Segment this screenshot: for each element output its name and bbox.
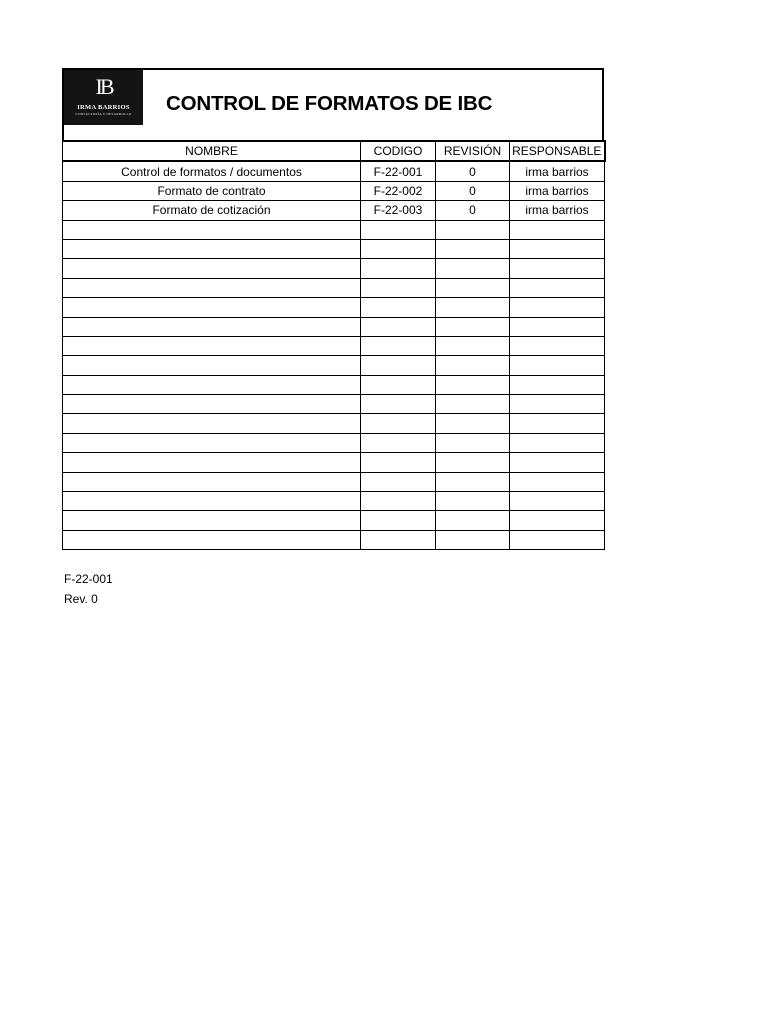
cell-responsable: irma barrios (510, 161, 605, 181)
cell-responsable (510, 336, 605, 355)
cell-nombre (63, 511, 361, 530)
cell-nombre (63, 220, 361, 239)
cell-nombre (63, 414, 361, 433)
cell-revision (436, 492, 510, 511)
column-header-nombre: NOMBRE (63, 141, 361, 161)
table-row (63, 530, 605, 549)
cell-nombre (63, 336, 361, 355)
cell-nombre: Control de formatos / documentos (63, 161, 361, 181)
cell-responsable (510, 239, 605, 258)
cell-nombre (63, 395, 361, 414)
cell-nombre: Formato de contrato (63, 181, 361, 200)
cell-responsable (510, 414, 605, 433)
cell-nombre: Formato de cotización (63, 201, 361, 220)
format-control-sheet (62, 68, 604, 550)
cell-revision: 0 (436, 201, 510, 220)
cell-nombre (63, 433, 361, 452)
table-row (63, 511, 605, 530)
cell-nombre (63, 453, 361, 472)
cell-responsable (510, 375, 605, 394)
cell-nombre (63, 492, 361, 511)
cell-codigo (361, 298, 436, 317)
cell-revision: 0 (436, 181, 510, 200)
cell-revision (436, 453, 510, 472)
table-row (63, 433, 605, 452)
cell-codigo (361, 530, 436, 549)
cell-revision (436, 414, 510, 433)
table-row (63, 317, 605, 336)
table-row (63, 278, 605, 297)
cell-revision (436, 511, 510, 530)
table-row (63, 298, 605, 317)
column-header-codigo: CODIGO (361, 141, 436, 161)
cell-revision (436, 395, 510, 414)
cell-responsable (510, 433, 605, 452)
cell-codigo (361, 375, 436, 394)
cell-codigo (361, 259, 436, 278)
cell-codigo: F-22-003 (361, 201, 436, 220)
company-logo (64, 70, 143, 125)
cell-revision (436, 356, 510, 375)
cell-responsable (510, 492, 605, 511)
cell-responsable (510, 356, 605, 375)
cell-revision (436, 259, 510, 278)
cell-nombre (63, 278, 361, 297)
cell-codigo (361, 220, 436, 239)
table-row (63, 259, 605, 278)
cell-codigo: F-22-002 (361, 181, 436, 200)
cell-nombre (63, 298, 361, 317)
table-row (63, 356, 605, 375)
table-row (63, 239, 605, 258)
table-row (63, 220, 605, 239)
cell-revision (436, 220, 510, 239)
table-row (63, 414, 605, 433)
cell-revision (436, 336, 510, 355)
table-row (63, 395, 605, 414)
table-row (63, 375, 605, 394)
document-footer (64, 570, 113, 609)
column-header-responsable: RESPONSABLE (510, 141, 605, 161)
cell-responsable: irma barrios (510, 181, 605, 200)
cell-nombre (63, 239, 361, 258)
cell-responsable (510, 530, 605, 549)
cell-nombre (63, 317, 361, 336)
table-row (63, 201, 605, 220)
cell-responsable (510, 395, 605, 414)
table-row (63, 472, 605, 491)
cell-revision (436, 317, 510, 336)
cell-codigo (361, 278, 436, 297)
table-row (63, 453, 605, 472)
cell-revision (436, 433, 510, 452)
cell-nombre (63, 356, 361, 375)
cell-revision (436, 298, 510, 317)
cell-codigo (361, 317, 436, 336)
cell-codigo (361, 472, 436, 491)
cell-codigo (361, 453, 436, 472)
sheet-header (62, 68, 604, 140)
cell-nombre (63, 472, 361, 491)
cell-revision (436, 278, 510, 297)
footer-revision: Rev. 0 (64, 591, 98, 606)
cell-responsable (510, 259, 605, 278)
cell-codigo (361, 356, 436, 375)
table-row (63, 492, 605, 511)
cell-revision (436, 530, 510, 549)
cell-revision (436, 375, 510, 394)
cell-responsable (510, 453, 605, 472)
cell-responsable (510, 298, 605, 317)
cell-codigo (361, 492, 436, 511)
cell-responsable (510, 317, 605, 336)
cell-responsable (510, 472, 605, 491)
cell-revision: 0 (436, 161, 510, 181)
document-title: CONTROL DE FORMATOS DE IBC (166, 92, 493, 115)
cell-nombre (63, 375, 361, 394)
table-row (63, 181, 605, 200)
formats-table (62, 140, 606, 550)
cell-revision (436, 472, 510, 491)
cell-codigo (361, 414, 436, 433)
cell-responsable (510, 220, 605, 239)
cell-codigo (361, 433, 436, 452)
cell-codigo (361, 239, 436, 258)
cell-codigo (361, 511, 436, 530)
table-header-row (63, 141, 605, 161)
cell-responsable (510, 278, 605, 297)
cell-nombre (63, 259, 361, 278)
cell-codigo (361, 395, 436, 414)
cell-codigo (361, 336, 436, 355)
cell-nombre (63, 530, 361, 549)
cell-codigo: F-22-001 (361, 161, 436, 181)
logo-brand-name: IRMA BARRIOS (77, 104, 130, 111)
logo-monogram: IB (95, 74, 112, 99)
column-header-revision: REVISIÓN (436, 141, 510, 161)
cell-revision (436, 239, 510, 258)
cell-responsable (510, 511, 605, 530)
footer-format-code: F-22-001 (64, 572, 113, 586)
cell-responsable: irma barrios (510, 201, 605, 220)
table-body (63, 161, 605, 549)
table-row (63, 161, 605, 181)
logo-tagline: CONSULTORÍA Y DESARROLLO (75, 112, 132, 116)
table-row (63, 336, 605, 355)
